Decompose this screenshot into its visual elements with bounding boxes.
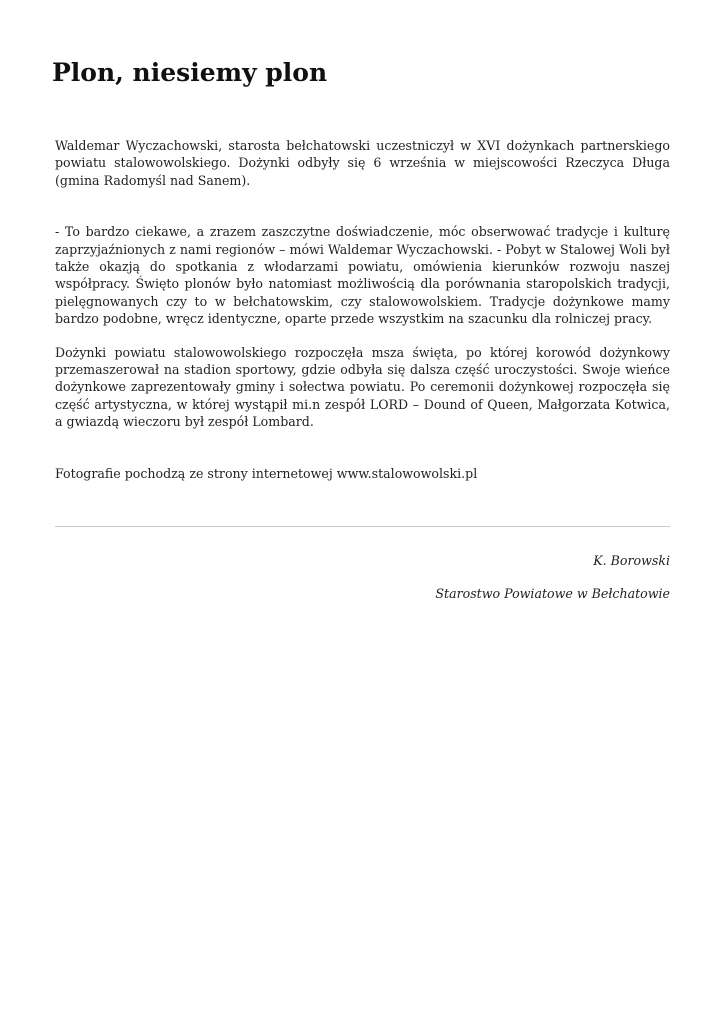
paragraph-ceremony: Dożynki powiatu stalowowolskiego rozpoczęła msza święta, po której korowód dożynkowy przemaszerował na stadion sportowy, gdzie odbyła się dalsza część uroczystości. Swoje wieńce dożynkowe zaprezentowały gminy i sołectwa powiatu. Po ceremonii dożynkowej rozpoczęła się część artystyczna, w której wystąpił mi.n zespół LORD – Dound of Queen, Małgorzata Kotwica, a gwiazdą wieczoru był zespół Lombard.: [55, 344, 670, 430]
paragraph-quote: - To bardzo ciekawe, a zrazem zaszczytne doświadczenie, móc obserwować tradycje i kulturę zaprzyjaźnionych z nami regionów – mówi Waldemar Wyczachowski. - Pobyt w Stalowej Woli był także okazją do spotkania z włodarzami powiatu, omówienia kierunków rozwoju naszej współpracy. Święto plonów było natomiast możliwością dla porównania staropolskich tradycji, pielęgnowanych czy to w bełchatowskim, czy stalowowolskiem. Tradycje dożynkowe mamy bardzo podobne, wręcz identyczne, oparte przede wszystkim na szacunku dla rolniczej pracy.: [55, 224, 670, 327]
paragraph-intro: Waldemar Wyczachowski, starosta bełchatowski uczestniczył w XVI dożynkach partnerskiego powiatu stalowowolskiego. Dożynki odbyły się 6 września w miejscowości Rzeczyca Długa (gmina Radomyśl nad Sanem).: [55, 138, 670, 188]
divider: [55, 526, 670, 527]
author-name: K. Borowski: [593, 553, 670, 568]
article-body: [55, 137, 670, 482]
author-institution: Starostwo Powiatowe w Bełchatowie: [435, 586, 670, 601]
article-title: Plon, niesiemy plon: [52, 58, 328, 87]
paragraph-photo-credit: Fotografie pochodzą ze strony internetowej www.stalowowolski.pl: [55, 465, 478, 481]
